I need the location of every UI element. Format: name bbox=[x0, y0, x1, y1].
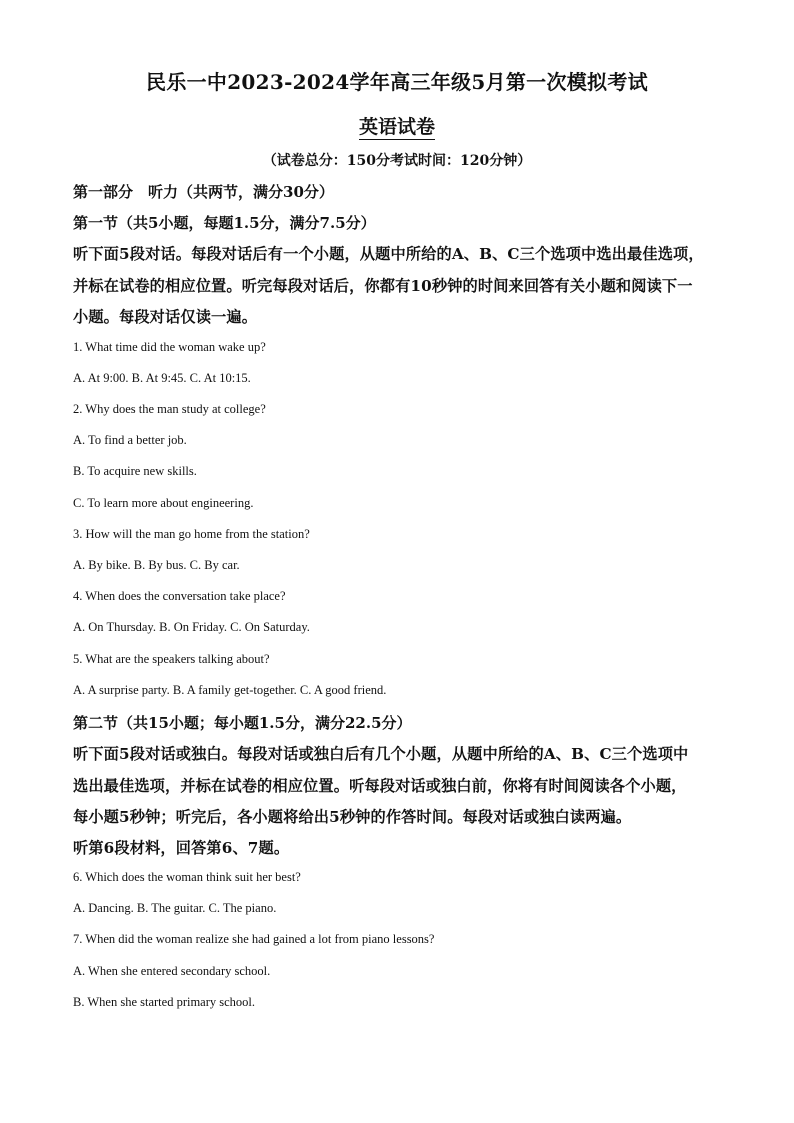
question-6: 6. Which does the woman think suit her best? bbox=[73, 870, 301, 884]
exam-subtitle bbox=[0, 112, 794, 139]
question-3-options: A. By bike. B. By bus. C. By car. bbox=[73, 558, 240, 572]
question-7-option-b: B. When she started primary school. bbox=[73, 995, 256, 1009]
section2-instruction-line: 听下面5段对话或独白。每段对话或独白后有几个小题，从题中所给的A、B、C三个选项中 bbox=[73, 745, 689, 763]
question-2-option-c: C. To learn more about engineering. bbox=[73, 496, 254, 510]
question-1-options: A. At 9:00. B. At 9:45. C. At 10:15. bbox=[73, 371, 251, 385]
question-2: 2. Why does the man study at college? bbox=[73, 402, 266, 416]
part1-heading: 第一部分 听力（共两节，满分30分） bbox=[73, 183, 334, 201]
section2-instruction-line: 每小题5秒钟；听完后，各小题将给出5秒钟的作答时间。每段对话或独白读两遍。 bbox=[73, 808, 632, 826]
section1-instruction-line: 并标在试卷的相应位置。听完每段对话后，你都有10秒钟的时间来回答有关小题和阅读下一 bbox=[73, 277, 693, 295]
question-1: 1. What time did the woman wake up? bbox=[73, 340, 266, 354]
question-2-option-a: A. To find a better job. bbox=[73, 433, 187, 447]
exam-subtitle-text: 英语试卷 bbox=[358, 116, 435, 138]
exam-title: 民乐一中2023-2024学年高三年级5月第一次模拟考试 bbox=[146, 70, 648, 94]
question-2-option-b: B. To acquire new skills. bbox=[73, 464, 197, 478]
section1-heading: 第一节（共5小题，每题1.5分，满分7.5分） bbox=[73, 214, 376, 232]
question-5: 5. What are the speakers talking about? bbox=[73, 652, 270, 666]
section1-instruction-line: 听下面5段对话。每段对话后有一个小题，从题中所给的A、B、C三个选项中选出最佳选项， bbox=[73, 245, 704, 263]
question-3: 3. How will the man go home from the station? bbox=[73, 527, 310, 541]
material-heading: 听第6段材料，回答第6、7题。 bbox=[73, 839, 290, 857]
question-5-options: A. A surprise party. B. A family get-together. C. A good friend. bbox=[73, 683, 387, 697]
exam-meta: （试卷总分：150分考试时间：120分钟） bbox=[262, 153, 532, 169]
section2-instruction-line: 选出最佳选项，并标在试卷的相应位置。听每段对话或独白前，你将有时间阅读各个小题， bbox=[73, 777, 687, 795]
question-7: 7. When did the woman realize she had gained a lot from piano lessons? bbox=[73, 932, 435, 946]
section1-instruction-line: 小题。每段对话仅读一遍。 bbox=[73, 308, 258, 326]
question-4: 4. When does the conversation take place? bbox=[73, 589, 286, 603]
question-7-option-a: A. When she entered secondary school. bbox=[73, 964, 271, 978]
question-4-options: A. On Thursday. B. On Friday. C. On Saturday. bbox=[73, 620, 310, 634]
section2-heading: 第二节（共15小题；每小题1.5分，满分22.5分） bbox=[73, 714, 412, 732]
question-6-options: A. Dancing. B. The guitar. C. The piano. bbox=[73, 901, 277, 915]
